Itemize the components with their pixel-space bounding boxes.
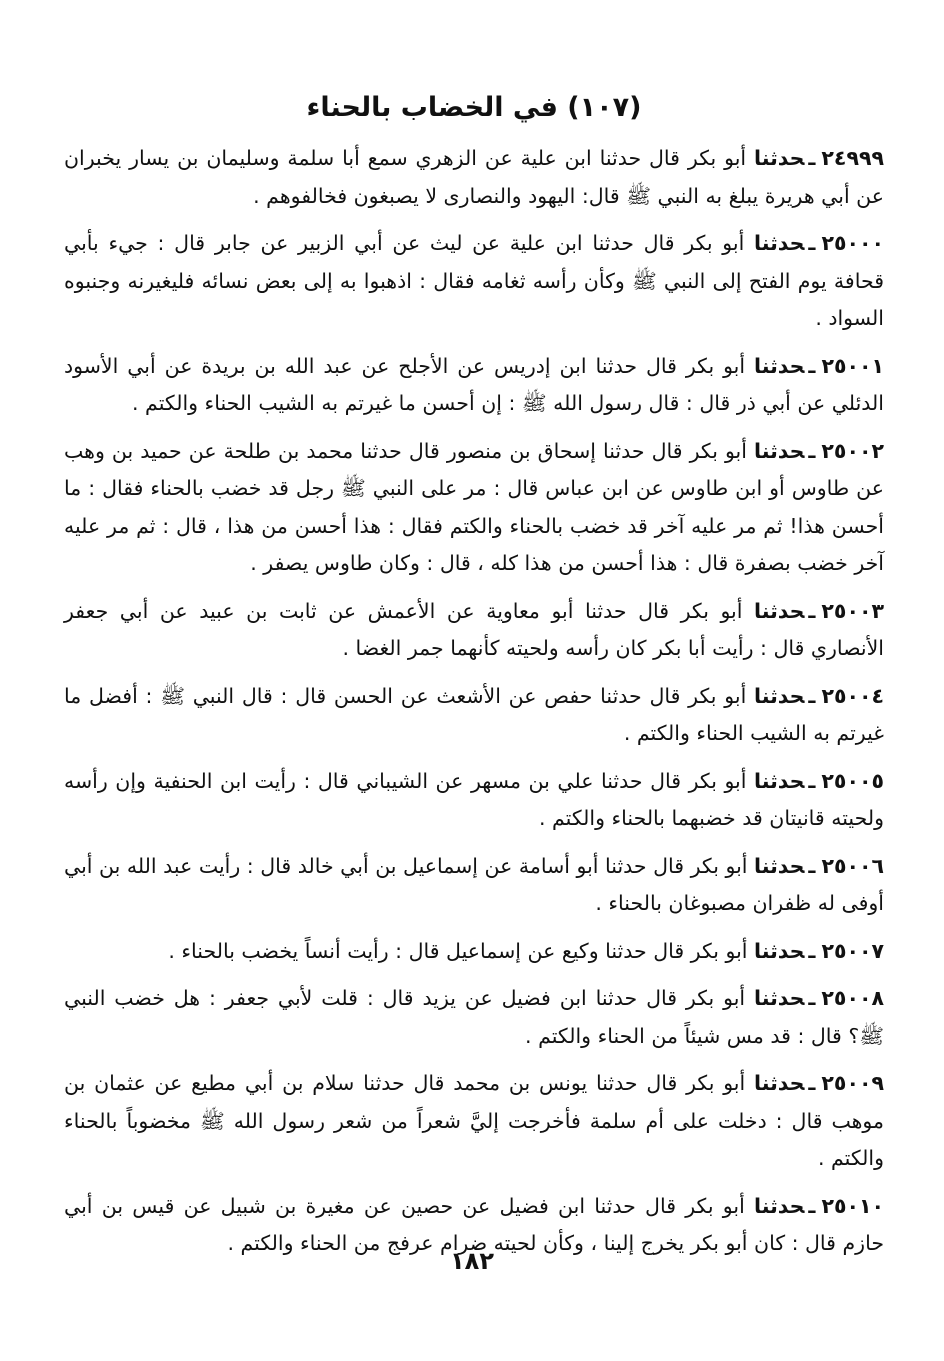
hadith-dash: ـ bbox=[808, 438, 816, 463]
hadith-isnad-word: حدثنا bbox=[754, 1193, 805, 1218]
hadith-text: أبو بكر قال حدثنا إسحاق بن منصور قال حدثنا محمد بن طلحة عن حميد بن وهب عن طاوس أو ابن طاوس عن ابن عباس قال : مر على النبي ﷺ رجل قد خضب بالحناء فقال : ما أحسن هذا! ثم مر عليه آخر قد خضب بالحناء والكتم فقال : هذا أحسن من هذا ، قال : ثم مر عليه آخر خضب بصفرة قال : هذا أحسن من هذا كله ، قال : وكان طاوس يصفر . bbox=[64, 438, 884, 575]
hadith-entry bbox=[64, 433, 884, 583]
hadith-text: أبو بكر قال حدثنا يونس بن محمد قال حدثنا سلام بن أبي مطيع عن عثمان بن موهب قال : دخلت على أم سلمة فأخرجت إليَّ شعراً من شعر رسول الله ﷺ مخضوباً بالحناء والكتم . bbox=[64, 1071, 884, 1170]
hadith-dash: ـ bbox=[808, 231, 816, 255]
hadith-dash: ـ bbox=[808, 938, 816, 963]
hadith-text: أبو بكر قال حدثنا أبو أسامة عن إسماعيل بن أبي خالد قال : رأيت عبد الله بن أبي أوفى له ظفران مصبوغان بالحناء . bbox=[64, 853, 884, 915]
hadith-number: ٢٤٩٩٩ bbox=[821, 146, 884, 170]
hadith-entry bbox=[64, 933, 884, 971]
hadith-isnad-word: حدثنا bbox=[754, 1071, 805, 1095]
hadith-isnad-word: حدثنا bbox=[754, 683, 805, 708]
hadith-text: أبو بكر قال حدثنا ابن علية عن الزهري سمع أبا سلمة وسليمان بن يسار يخبران عن أبي هريرة يبلغ به النبي ﷺ قال: اليهود والنصارى لا يصبغون فخالفوهم . bbox=[64, 146, 884, 208]
hadith-number: ٢٥٠٠٢ bbox=[821, 438, 884, 463]
hadith-isnad-word: حدثنا bbox=[754, 768, 805, 793]
hadith-dash: ـ bbox=[808, 986, 816, 1010]
hadith-entry bbox=[64, 763, 884, 838]
hadith-entry bbox=[64, 593, 884, 668]
hadith-text: أبو بكر قال حدثنا ابن فضيل عن حصين عن مغيرة بن شبيل عن قيس بن أبي حازم قال : كان أبو بكر يخرج إلينا ، وكأن لحيته ضرام عرفج من الحناء والكتم . bbox=[64, 1193, 884, 1255]
hadith-text: أبو بكر قال حدثنا علي بن مسهر عن الشيباني قال : رأيت ابن الحنفية وإن رأسه ولحيته قانيتان قد خضبهما بالحناء والكتم . bbox=[64, 768, 884, 830]
hadith-isnad-word: حدثنا bbox=[754, 146, 805, 170]
hadith-isnad-word: حدثنا bbox=[754, 231, 805, 255]
hadith-text: أبو بكر قال حدثنا ابن علية عن ليث عن أبي الزبير عن جابر قال : جيء بأبي قحافة يوم الفتح إلى النبي ﷺ وكأن رأسه ثغامه فقال : اذهبوا به إلى بعض نسائه فليغيرنه وجنبوه السواد . bbox=[64, 231, 884, 330]
hadith-dash: ـ bbox=[808, 768, 816, 793]
hadith-dash: ـ bbox=[808, 1071, 816, 1095]
hadith-dash: ـ bbox=[808, 1193, 816, 1218]
hadith-text: أبو بكر قال حدثنا أبو معاوية عن الأعمش عن ثابت بن عبيد عن أبي جعفر الأنصاري قال : رأيت أبا بكر كان رأسه ولحيته كأنهما جمر الغضا . bbox=[64, 598, 884, 660]
hadith-isnad-word: حدثنا bbox=[754, 598, 805, 623]
chapter-title: (١٠٧) في الخضاب بالحناء bbox=[306, 92, 642, 123]
hadith-number: ٢٥٠٠٧ bbox=[821, 938, 884, 963]
hadith-number: ٢٥٠٠١ bbox=[821, 353, 884, 378]
hadith-number: ٢٥٠٠٨ bbox=[821, 986, 884, 1010]
hadith-number: ٢٥٠٠٠ bbox=[821, 231, 884, 255]
hadith-number: ٢٥٠٠٦ bbox=[821, 853, 884, 878]
hadith-dash: ـ bbox=[808, 683, 816, 708]
hadith-isnad-word: حدثنا bbox=[754, 438, 805, 463]
hadith-entry bbox=[64, 678, 884, 753]
hadith-number: ٢٥٠٠٤ bbox=[821, 683, 884, 708]
hadith-entry bbox=[64, 348, 884, 423]
hadith-isnad-word: حدثنا bbox=[754, 353, 805, 378]
hadith-dash: ـ bbox=[808, 853, 816, 878]
hadith-text: أبو بكر قال حدثنا حفص عن الأشعث عن الحسن قال : قال النبي ﷺ : أفضل ما غيرتم به الشيب الحناء والكتم . bbox=[64, 683, 884, 745]
page-number: ١٨٢ bbox=[450, 1247, 494, 1275]
hadith-entry bbox=[64, 140, 884, 215]
hadith-list bbox=[64, 140, 884, 1263]
hadith-dash: ـ bbox=[808, 146, 816, 170]
hadith-dash: ـ bbox=[808, 598, 816, 623]
hadith-entry bbox=[64, 980, 884, 1055]
hadith-text: أبو بكر قال حدثنا وكيع عن إسماعيل قال : رأيت أنساً يخضب بالحناء . bbox=[168, 938, 748, 963]
hadith-number: ٢٥٠١٠ bbox=[821, 1193, 884, 1218]
hadith-isnad-word: حدثنا bbox=[754, 853, 805, 878]
hadith-number: ٢٥٠٠٩ bbox=[821, 1071, 884, 1095]
hadith-entry bbox=[64, 225, 884, 338]
hadith-entry bbox=[64, 848, 884, 923]
hadith-isnad-word: حدثنا bbox=[754, 986, 805, 1010]
hadith-number: ٢٥٠٠٣ bbox=[821, 598, 884, 623]
hadith-text: أبو بكر قال حدثنا ابن إدريس عن الأجلح عن عبد الله بن بريدة عن أبي الأسود الدئلي عن أبي ذر قال : قال رسول الله ﷺ : إن أحسن ما غيرتم به الشيب الحناء والكتم . bbox=[64, 353, 884, 415]
hadith-number: ٢٥٠٠٥ bbox=[821, 768, 884, 793]
hadith-isnad-word: حدثنا bbox=[754, 938, 805, 963]
hadith-text: أبو بكر قال حدثنا ابن فضيل عن يزيد قال : قلت لأبي جعفر : هل خضب النبي ﷺ؟ قال : قد مس شيئاً من الحناء والكتم . bbox=[64, 986, 884, 1048]
hadith-dash: ـ bbox=[808, 353, 816, 378]
hadith-entry bbox=[64, 1065, 884, 1178]
